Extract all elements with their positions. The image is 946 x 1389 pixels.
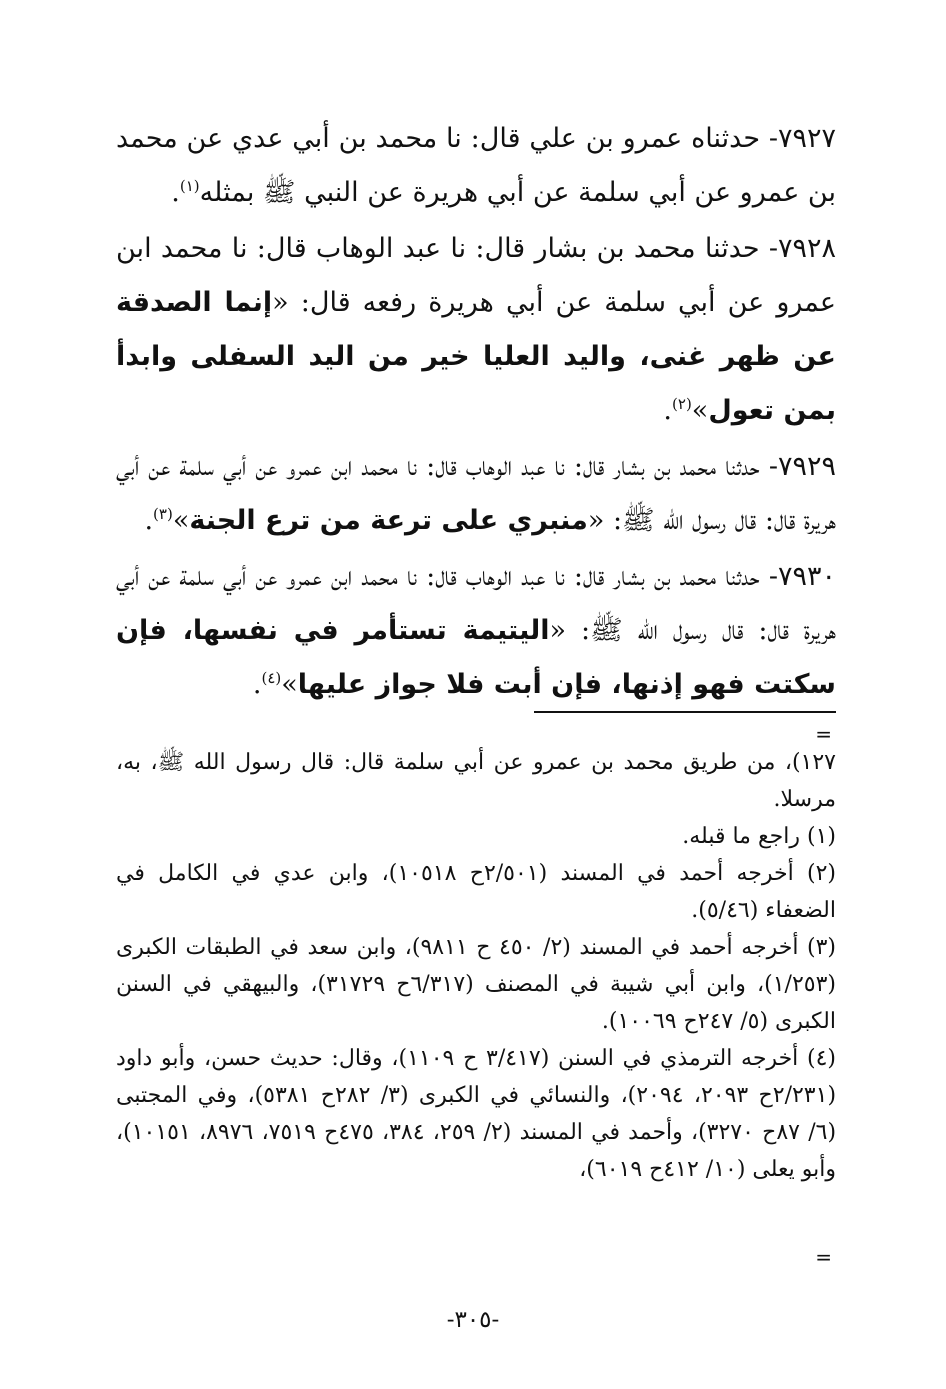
quote-close: » — [691, 395, 709, 426]
hadith-matn: منبري على ترعة من ترع الجنة — [189, 505, 588, 536]
continuation-mark-bottom: = — [815, 1245, 832, 1269]
footnotes — [116, 744, 836, 1188]
footnote-ref: (١) — [179, 177, 200, 195]
hadith-text: ٧٩٢٧- حدثناه عمرو بن علي قال: نا محمد بن أبي عدي عن محمد بن عمرو عن أبي سلمة عن أبي هريرة عن النبي ﷺ بمثله — [116, 123, 836, 208]
footnote-ref: (٢) — [672, 395, 692, 413]
hadith-end: . — [144, 505, 154, 536]
quote-close: » — [281, 669, 298, 700]
footnote-separator — [534, 711, 836, 713]
hadith-end: . — [171, 177, 180, 208]
footnote-3: (٣) أخرجه أحمد في المسند (٢/ ٤٥٠ ح ٩٨١١)، وابن سعد في الطبقات الكبرى (١/٢٥٣)، وابن أبي شيبة في المصنف (٦/٣١٧ح ٣١٧٢٩)، والبيهقي في السنن الكبرى (٥/ ٢٤٧ح ١٠٠٦٩). — [116, 935, 837, 1034]
hadith-text: ٧٩٢٨- حدثنا محمد بن بشار قال: نا عبد الوهاب قال: نا محمد ابن عمرو عن أبي سلمة عن أبي هريرة رفعه قال: « — [116, 233, 836, 318]
hadith-text: ٧٩٢٩- حدثنا محمد بن بشار قال: نا عبد الوهاب قال: نا محمد ابن عمرو عن أبي سلمة عن أبي هريرة قال: قال رسول الله ﷺ: « — [116, 451, 836, 536]
hadith-text: ٧٩٣٠- حدثنا محمد بن بشار قال: نا عبد الوهاب قال: نا محمد ابن عمرو عن أبي سلمة عن أبي هريرة قال: قال رسول الله ﷺ: « — [116, 561, 836, 646]
hadith-end: . — [663, 395, 673, 426]
continuation-mark-top: = — [815, 722, 832, 746]
hadith-end: . — [252, 669, 262, 700]
footnote-2: (٢) أخرجه أحمد في المسند (٢/٥٠١ح ١٠٥١٨)، وابن عدي في الكامل في الضعفاء (٥/٤٦). — [116, 861, 836, 923]
hadith-7928 — [116, 222, 836, 438]
footnote-ref: (٣) — [153, 505, 173, 523]
hadith-7929 — [116, 440, 836, 548]
page-number: -٣٠٥- — [446, 1307, 500, 1333]
quote-close: » — [172, 505, 190, 536]
footnote-4: (٤) أخرجه الترمذي في السنن (٣/٤١٧ ح ١١٠٩)، وقال: حديث حسن، وأبو داود (٢/٢٣١ح ٢٠٩٣، ٢٠٩٤)، والنسائي في الكبرى (٣/ ٢٨٢ح ٥٣٨١)، وفي المجتبى (٦/ ٨٧ح ٣٢٧٠)، وأحمد في المسند (٢/ ٢٥٩، ٣٨٤، ٤٧٥ح ٧٥١٩، ٨٩٧٦، ١٠١٥١)، وأبو يعلى (١٠/ ٤١٢ح ٦٠١٩)، — [116, 1046, 837, 1182]
main-text — [116, 112, 836, 714]
footnote-ref: (٤) — [261, 669, 282, 687]
hadith-7930 — [116, 550, 836, 712]
hadith-matn: إنما الصدقة عن ظهر غنى، واليد العليا خير من اليد السفلى وابدأ بمن تعول — [116, 287, 836, 426]
footnote-1: (١) راجع ما قبله. — [682, 824, 836, 849]
hadith-7927 — [116, 112, 836, 220]
footnote-continued: ١٢٧)، من طريق محمد بن عمرو عن أبي سلمة قال: قال رسول الله ﷺ، به، مرسلا. — [116, 750, 836, 812]
hadith-matn: اليتيمة تستأمر في نفسها، فإن سكتت فهو إذنها، فإن أبت فلا جواز عليها — [116, 615, 836, 700]
